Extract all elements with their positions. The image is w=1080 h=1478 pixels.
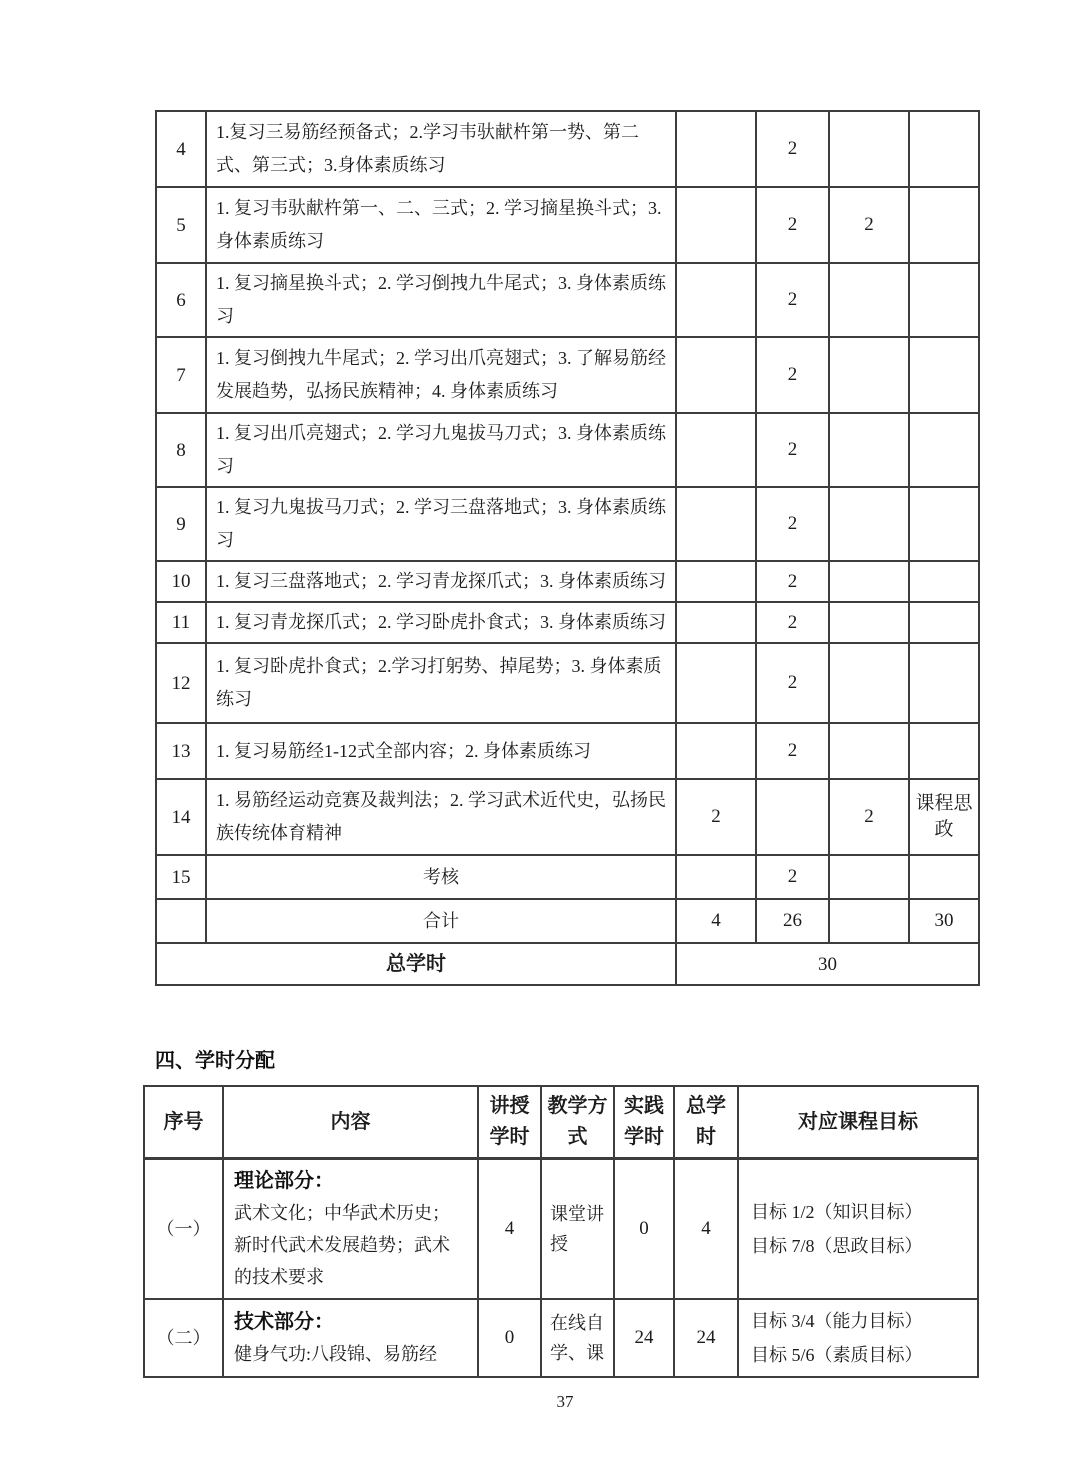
table-row — [156, 723, 979, 779]
lesson-content: 1. 复习三盘落地式；2. 学习青龙探爪式；3. 身体素质练习 — [206, 561, 676, 602]
table-row — [156, 413, 979, 487]
hours-cell — [829, 413, 909, 487]
row-number: 12 — [156, 643, 206, 723]
hours-cell: 2 — [756, 263, 829, 337]
note-cell — [909, 561, 979, 602]
part-title: 理论部分： — [234, 1170, 334, 1192]
hours-cell: 2 — [756, 187, 829, 263]
hours-cell — [829, 643, 909, 723]
table-row — [156, 602, 979, 643]
hours-cell — [756, 779, 829, 855]
note-cell — [909, 602, 979, 643]
lecture-hours-cell: 4 — [478, 1159, 541, 1300]
table-row — [156, 779, 979, 855]
lecture-hours-cell: 0 — [478, 1299, 541, 1377]
note-cell — [909, 643, 979, 723]
header-total-hours: 总学时 — [674, 1086, 738, 1159]
part-title: 技术部分： — [234, 1311, 334, 1333]
goal-line: 目标 3/4（能力目标） — [751, 1311, 923, 1331]
hours-cell — [676, 561, 756, 602]
exam-label: 考核 — [206, 855, 676, 899]
lesson-content: 1. 复习易筋经1-12式全部内容；2. 身体素质练习 — [206, 723, 676, 779]
lesson-content: 1. 复习卧虎扑食式；2.学习打躬势、掉尾势；3. 身体素质练习 — [206, 643, 676, 723]
lesson-content: 1. 复习出爪亮翅式；2. 学习九鬼拔马刀式；3. 身体素质练习 — [206, 413, 676, 487]
note-cell — [909, 413, 979, 487]
row-number: 10 — [156, 561, 206, 602]
hours-cell — [829, 899, 909, 943]
lesson-content: 1. 复习青龙探爪式；2. 学习卧虎扑食式；3. 身体素质练习 — [206, 602, 676, 643]
total-hours-cell: 24 — [674, 1299, 738, 1377]
note-cell — [909, 263, 979, 337]
note-cell — [909, 855, 979, 899]
lesson-content: 1. 复习倒拽九牛尾式；2. 学习出爪亮翅式；3. 了解易筋经发展趋势，弘扬民族精神；4. 身体素质练习 — [206, 337, 676, 413]
hours-cell: 2 — [676, 779, 756, 855]
hours-cell: 2 — [756, 487, 829, 561]
row-number: 6 — [156, 263, 206, 337]
lesson-content: 1. 复习九鬼拔马刀式；2. 学习三盘落地式；3. 身体素质练习 — [206, 487, 676, 561]
row-number: 9 — [156, 487, 206, 561]
hours-cell: 30 — [909, 899, 979, 943]
course-goals-cell — [738, 1299, 978, 1377]
lesson-content: 1. 复习韦驮献杵第一、二、三式；2. 学习摘星换斗式；3. 身体素质练习 — [206, 187, 676, 263]
hours-cell — [829, 487, 909, 561]
hours-allocation-table — [143, 1085, 979, 1378]
hours-cell — [676, 413, 756, 487]
part-body: 武术文化；中华武术历史；新时代武术发展趋势；武术的技术要求 — [234, 1203, 450, 1287]
total-hours-cell: 4 — [674, 1159, 738, 1300]
lesson-content: 1.复习三易筋经预备式；2.学习韦驮献杵第一势、第二式、第三式；3.身体素质练习 — [206, 111, 676, 187]
total-hours-label: 总学时 — [156, 943, 676, 985]
subtotal-label: 合计 — [206, 899, 676, 943]
row-number — [156, 899, 206, 943]
row-number: （一） — [144, 1159, 223, 1300]
note-cell — [909, 337, 979, 413]
header-lecture-hours: 讲授学时 — [478, 1086, 541, 1159]
hours-cell: 2 — [756, 111, 829, 187]
table-row — [156, 487, 979, 561]
hours-cell — [676, 187, 756, 263]
row-number: 5 — [156, 187, 206, 263]
header-teaching-method: 教学方式 — [541, 1086, 614, 1159]
subtotal-row — [156, 899, 979, 943]
lesson-content: 1. 复习摘星换斗式；2. 学习倒拽九牛尾式；3. 身体素质练习 — [206, 263, 676, 337]
table-row — [156, 561, 979, 602]
row-number: 11 — [156, 602, 206, 643]
table-row — [156, 643, 979, 723]
hours-cell: 4 — [676, 899, 756, 943]
table-row — [144, 1159, 978, 1300]
hours-cell — [676, 643, 756, 723]
note-cell — [909, 187, 979, 263]
table-row — [144, 1299, 978, 1377]
hours-cell — [829, 723, 909, 779]
hours-cell — [676, 602, 756, 643]
ideology-note-cell: 课程思政 — [909, 779, 979, 855]
section-heading: 四、学时分配 — [155, 1050, 275, 1072]
hours-cell — [829, 111, 909, 187]
header-course-goals: 对应课程目标 — [738, 1086, 978, 1159]
goal-line: 目标 1/2（知识目标） — [751, 1202, 923, 1222]
row-number: 13 — [156, 723, 206, 779]
hours-cell — [829, 561, 909, 602]
course-goals-cell — [738, 1159, 978, 1300]
row-number: （二） — [144, 1299, 223, 1377]
row-number: 7 — [156, 337, 206, 413]
hours-cell — [829, 855, 909, 899]
hours-cell: 26 — [756, 899, 829, 943]
hours-cell: 2 — [829, 779, 909, 855]
row-number: 8 — [156, 413, 206, 487]
hours-cell — [676, 337, 756, 413]
note-cell — [909, 487, 979, 561]
hours-cell: 2 — [756, 602, 829, 643]
part-content — [223, 1299, 478, 1377]
hours-cell: 2 — [756, 337, 829, 413]
hours-cell: 2 — [756, 561, 829, 602]
goal-line: 目标 7/8（思政目标） — [751, 1236, 923, 1256]
header-row — [144, 1086, 978, 1159]
note-cell — [909, 723, 979, 779]
row-number: 4 — [156, 111, 206, 187]
teaching-method-cell: 课堂讲授 — [541, 1159, 614, 1300]
table-row — [156, 111, 979, 187]
row-number: 14 — [156, 779, 206, 855]
total-hours-value: 30 — [676, 943, 979, 985]
practice-hours-cell: 24 — [614, 1299, 674, 1377]
header-content: 内容 — [223, 1086, 478, 1159]
hours-cell — [829, 263, 909, 337]
hours-cell — [676, 263, 756, 337]
hours-cell — [676, 487, 756, 561]
hours-cell — [829, 337, 909, 413]
hours-cell — [676, 723, 756, 779]
goal-line: 目标 5/6（素质目标） — [751, 1345, 923, 1365]
hours-cell: 2 — [829, 187, 909, 263]
hours-cell: 2 — [756, 643, 829, 723]
hours-cell — [829, 602, 909, 643]
hours-cell: 2 — [756, 855, 829, 899]
hours-cell: 2 — [756, 723, 829, 779]
total-hours-row — [156, 943, 979, 985]
teaching-schedule-table — [155, 110, 980, 986]
part-body: 健身气功:八段锦、易筋经 — [234, 1344, 437, 1364]
table-row — [156, 187, 979, 263]
hours-cell — [676, 111, 756, 187]
teaching-method-cell: 在线自学、课 — [541, 1299, 614, 1377]
table-row — [156, 337, 979, 413]
header-practice-hours: 实践学时 — [614, 1086, 674, 1159]
practice-hours-cell: 0 — [614, 1159, 674, 1300]
part-content — [223, 1159, 478, 1300]
page-number: 37 — [556, 1392, 574, 1411]
table-row — [156, 263, 979, 337]
hours-cell — [676, 855, 756, 899]
header-seq: 序号 — [144, 1086, 223, 1159]
hours-cell: 2 — [756, 413, 829, 487]
note-cell — [909, 111, 979, 187]
table-row — [156, 855, 979, 899]
lesson-content: 1. 易筋经运动竞赛及裁判法；2. 学习武术近代史，弘扬民族传统体育精神 — [206, 779, 676, 855]
row-number: 15 — [156, 855, 206, 899]
